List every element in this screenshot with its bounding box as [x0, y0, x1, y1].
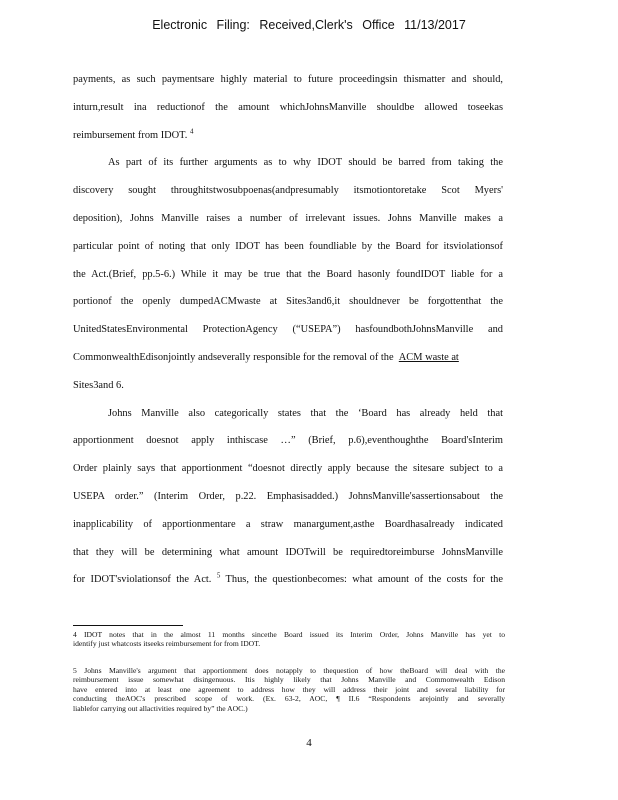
body-line-text: for IDOT'sviolationsof the Act. — [73, 574, 212, 586]
page-number: 4 — [306, 737, 312, 749]
body-line: apportionment doesnot apply inthiscase …” (Brief, p.6),eventhoughthe Board'sInterim — [73, 435, 503, 447]
body-line: Johns Manville also categorically states that the ‘Board has already held that — [108, 407, 503, 419]
document-body — [73, 66, 503, 594]
footnote-line: have entered into at least one agreement to address how they will address their joint and several liability for — [73, 684, 505, 694]
body-line: As part of its further arguments as to why IDOT should be barred from taking the — [108, 157, 503, 169]
body-line: the Act.(Brief, pp.5-6.) While it may be true that the Board hasonly foundIDOT liable for a — [73, 268, 503, 280]
body-line — [73, 122, 503, 150]
footnote-ref-4: 4 — [189, 127, 194, 136]
body-line: payments, as such paymentsare highly material to future proceedingsin thismatter and should, — [73, 74, 503, 85]
body-line-text: reimbursement from IDOT. — [73, 129, 188, 141]
body-line: portionof the openly dumpedACMwaste at Sites3and6,it shouldnever be forgottenthat the — [73, 296, 503, 308]
body-line: particular point of noting that only IDOT has been foundliable by the Board for itsviolationsof — [73, 240, 503, 252]
body-line: USEPA order.” (Interim Order, p.22. Emphasisadded.) JohnsManville'sassertionsabout the — [73, 490, 503, 502]
footnote-4 — [73, 630, 505, 649]
footnote-ref-5: 5 — [216, 571, 221, 580]
footnote-line: liablefor carrying out allactivities required by” the AOC.) — [73, 703, 248, 713]
body-line-text: CommonwealthEdisonjointly andseverally responsible for the removal of the — [73, 351, 394, 363]
footnote-5 — [73, 666, 505, 713]
body-line: that they will be determining what amount IDOTwill be requiredtoreimburse JohnsManville — [73, 546, 503, 558]
footnote-line: identify just whatcosts itseeks reimbursement for from IDOT. — [73, 639, 261, 649]
electronic-filing-header: Electronic Filing: Received,Clerk's Office 11/13/2017 — [152, 18, 466, 32]
body-line: inturn,result ina reductionof the amount whichJohnsManville shouldbe allowed toseekas — [73, 101, 503, 113]
body-line-text: Thus, the questionbecomes: what amount of the costs for the — [225, 574, 503, 586]
footnote-line: 5 Johns Manville's argument that apportionment does notapply to thequestion of how theBoard will deal with the — [73, 666, 505, 675]
body-line: UnitedStatesEnvironmental ProtectionAgency (“USEPA”) hasfoundbothJohnsManville and — [73, 324, 503, 336]
body-line — [73, 566, 503, 594]
footnote-line: reimbursement issue somewhat disingenuous. Itis highly likely that Johns Manville and Commonwealth Edison — [73, 675, 505, 685]
body-line: Order plainly says that apportionment “doesnot directly apply because the sitesare subject to a — [73, 463, 503, 475]
footnote-line: 4 IDOT notes that in the almost 11 months sincethe Board issued its Interim Order, Johns Manville has yet to — [73, 630, 505, 639]
body-line: inapplicability of apportionmentare a straw manargument,asthe Boardhasalready indicated — [73, 518, 503, 530]
footnote-line: conducting theAOC's prescribed scope of work. (Ex. 63-2, AOC, ¶ II.6 “Respondents arejointly and severally — [73, 694, 505, 704]
body-line: discovery sought throughitstwosubpoenas(andpresumably itsmotiontoretake Scot Myers' — [73, 185, 503, 197]
body-line: deposition), Johns Manville raises a number of irrelevant issues. Johns Manville makes a — [73, 212, 503, 224]
footnote-divider — [73, 625, 183, 626]
body-line: Sites3and 6. — [73, 379, 124, 391]
underlined-text: ACM waste at — [398, 351, 459, 363]
body-line — [73, 344, 503, 372]
